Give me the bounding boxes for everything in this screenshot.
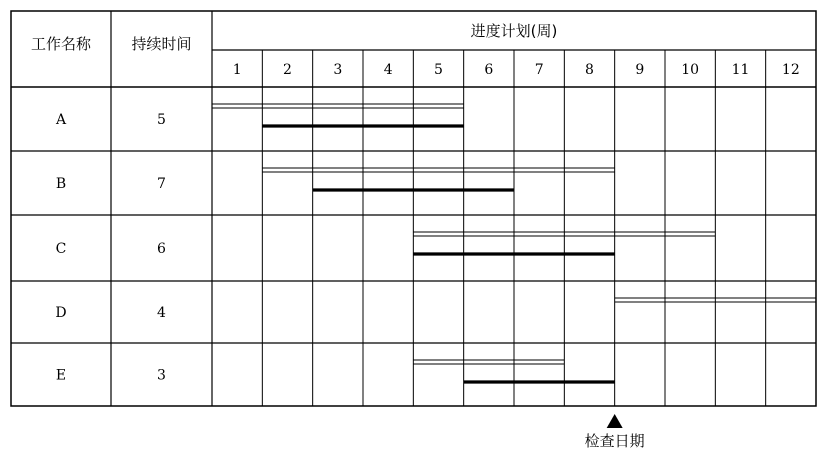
week-label: 10 — [681, 62, 700, 78]
task-duration: 7 — [157, 176, 166, 192]
week-label: 1 — [232, 62, 242, 78]
week-label: 6 — [484, 62, 494, 78]
task-duration: 5 — [157, 112, 166, 128]
week-label: 2 — [283, 62, 292, 78]
task-duration: 4 — [157, 305, 166, 321]
task-name: E — [55, 367, 67, 384]
task-name: C — [55, 241, 67, 257]
week-label: 8 — [585, 62, 594, 78]
task-duration: 3 — [157, 367, 166, 384]
task-name: D — [55, 305, 67, 321]
header-task-name: 工作名称 — [30, 35, 92, 53]
week-label: 9 — [635, 62, 645, 78]
week-label: 4 — [383, 62, 393, 78]
task-name: B — [55, 176, 67, 192]
task-duration: 6 — [157, 241, 166, 257]
week-label: 11 — [731, 62, 750, 78]
check-date-marker — [585, 414, 645, 450]
header-duration: 持续时间 — [131, 35, 192, 53]
header-schedule-title: 进度计划(周) — [470, 22, 558, 40]
week-headers — [233, 62, 800, 78]
grid-lines — [11, 50, 816, 406]
task-name: A — [55, 112, 67, 128]
week-label: 7 — [534, 62, 544, 78]
week-label: 5 — [434, 62, 443, 78]
week-label: 12 — [781, 62, 800, 78]
check-date-label: 检查日期 — [584, 432, 645, 450]
check-date-triangle-icon — [607, 414, 623, 428]
week-label: 3 — [333, 62, 343, 78]
